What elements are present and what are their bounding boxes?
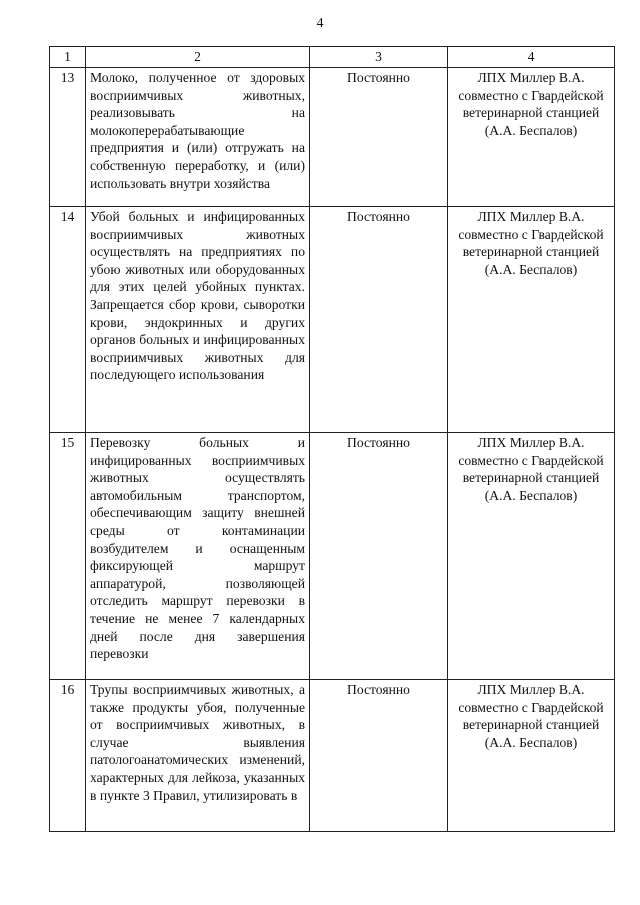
header-col-3: 3 (310, 47, 448, 68)
measure-responsible: ЛПХ Миллер В.А. совместно с Гвардейской ветеринарной станцией (А.А. Беспалов) (448, 433, 615, 680)
row-number: 13 (50, 68, 86, 207)
row-number: 16 (50, 680, 86, 832)
header-col-1: 1 (50, 47, 86, 68)
measure-responsible: ЛПХ Миллер В.А. совместно с Гвардейской ветеринарной станцией (А.А. Беспалов) (448, 680, 615, 832)
table-row (50, 680, 615, 832)
measure-description: Перевозку больных и инфицированных восприимчивых животных осуществлять автомобильным транспортом, обеспечивающим защиту внешней среды от контаминации возбудителем и оснащенным фиксирующей маршрут аппаратурой, позволяющей отследить маршрут перевозки в течение не менее 7 календарных дней после дня завершения перевозки (86, 433, 310, 680)
table-row (50, 433, 615, 680)
row-number: 14 (50, 207, 86, 433)
table-body (50, 68, 615, 832)
measure-responsible: ЛПХ Миллер В.А. совместно с Гвардейской ветеринарной станцией (А.А. Беспалов) (448, 68, 615, 207)
measure-term: Постоянно (310, 68, 448, 207)
measure-description: Молоко, полученное от здоровых восприимчивых животных, реализовывать на молокоперерабатывающие предприятия и (или) отгружать на собственную переработку, и (или) использовать внутри хозяйства (86, 68, 310, 207)
table-header (50, 47, 615, 68)
measure-description: Убой больных и инфицированных восприимчивых животных осуществлять на предприятиях по убою животных или оборудованных для этих целей убойных пунктах. Запрещается сбор крови, сыворотки крови, эндокринных и других органов больных и инфицированных восприимчивых животных для последующего использования (86, 207, 310, 433)
measure-description: Трупы восприимчивых животных, а также продукты убоя, полученные от восприимчивых животных, в случае выявления патологоанатомических изменений, характерных для лейкоза, указанных в пункте 3 Правил, утилизировать в (86, 680, 310, 832)
page-number: 4 (316, 16, 324, 31)
header-col-2: 2 (86, 47, 310, 68)
measures-table (49, 46, 615, 832)
table-row (50, 68, 615, 207)
measure-term: Постоянно (310, 207, 448, 433)
header-row (50, 47, 615, 68)
header-col-4: 4 (448, 47, 615, 68)
measure-responsible: ЛПХ Миллер В.А. совместно с Гвардейской ветеринарной станцией (А.А. Беспалов) (448, 207, 615, 433)
row-number: 15 (50, 433, 86, 680)
table-row (50, 207, 615, 433)
measure-term: Постоянно (310, 433, 448, 680)
measure-term: Постоянно (310, 680, 448, 832)
